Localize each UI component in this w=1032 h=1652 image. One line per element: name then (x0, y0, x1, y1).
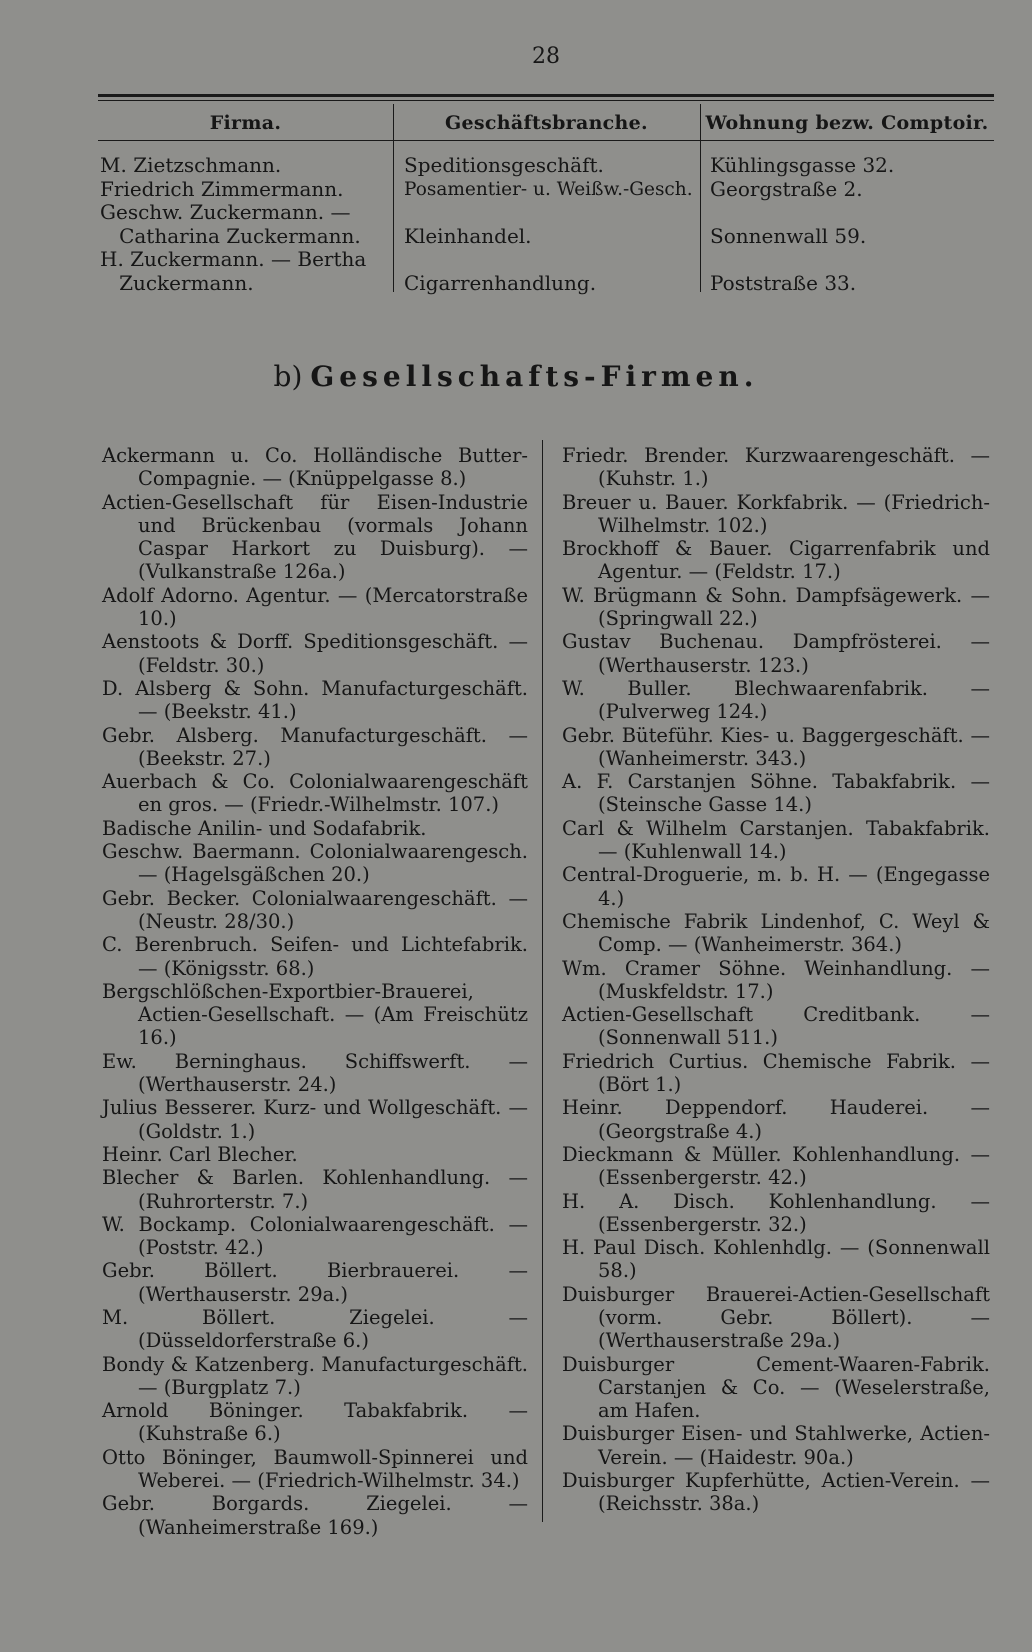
directory-entry: Gustav Buchenau. Dampfrösterei. — (Werthauserstr. 123.) (562, 630, 990, 677)
directory-entry: Chemische Fabrik Lindenhof, C. Weyl & Comp. — (Wanheimerstr. 364.) (562, 909, 990, 957)
directory-entry: Gebr. Büteführ. Kies- u. Baggergeschäft. — (Wanheimerstr. 343.) (562, 723, 990, 770)
directory-entry: W. Bockamp. Colonialwaarengeschäft. — (Poststr. 42.) (102, 1212, 528, 1260)
branche-line: Speditionsgeschäft. (404, 153, 604, 177)
directory-entry: H. Paul Disch. Kohlenhdlg. — (Sonnenwall 58.) (562, 1236, 990, 1283)
directory-entry: A. F. Carstanjen Söhne. Tabakfabrik. — (Steinsche Gasse 14.) (562, 770, 990, 817)
directory-entry: D. Alsberg & Sohn. Manufacturgeschäft. — (Beekstr. 41.) (102, 676, 528, 724)
branche-line: Posamentier- u. Weißw.-Gesch. (404, 178, 693, 200)
firma-line: M. Zietzschmann. (100, 153, 282, 177)
directory-entry: Bondy & Katzenberg. Manufacturgeschäft. — (Burgplatz 7.) (102, 1352, 528, 1399)
directory-entry: Brockhoff & Bauer. Cigarrenfabrik und Agentur. — (Feldstr. 17.) (562, 537, 990, 584)
directory-entry: Gebr. Becker. Colonialwaarengeschäft. — (Neustr. 28/30.) (102, 886, 528, 933)
wohnung-line: Kühlingsgasse 32. (710, 153, 895, 177)
directory-entry: W. Brügmann & Sohn. Dampfsägewerk. — (Springwall 22.) (562, 583, 990, 631)
directory-entry: Breuer u. Bauer. Korkfabrik. — (Friedrich-Wilhelmstr. 102.) (562, 490, 990, 537)
directory-entry: W. Buller. Blechwaarenfabrik. — (Pulverweg 124.) (562, 676, 990, 724)
directory-entry: Bergschlößchen-Exportbier-Brauerei, Actien-Gesellschaft. — (Am Freischütz 16.) (102, 979, 528, 1050)
firma-line: Catharina Zuckermann. (100, 223, 361, 248)
branche-line (404, 201, 696, 225)
firma-line: Friedrich Zimmermann. (100, 176, 344, 201)
branche-line: Cigarrenhandlung. (404, 270, 597, 295)
table-wohnung-column (710, 154, 990, 295)
left-column (102, 444, 528, 1539)
table-firma-column (100, 154, 390, 295)
table-top-rule (98, 94, 994, 97)
directory-entry: Gebr. Alsberg. Manufacturgeschäft. — (Beekstr. 27.) (102, 723, 528, 770)
directory-entry: C. Berenbruch. Seifen- und Lichtefabrik. — (Königsstr. 68.) (102, 933, 528, 980)
wohnung-line: Sonnenwall 59. (710, 223, 867, 248)
firma-line: H. Zuckermann. — Bertha (100, 247, 367, 271)
firma-line: Geschw. Zuckermann. — (100, 200, 351, 224)
directory-entry: Otto Böninger, Baumwoll-Spinnerei und Weberei. — (Friedrich-Wilhelmstr. 34.) (102, 1445, 528, 1493)
directory-entry: Julius Besserer. Kurz- und Wollgeschäft. — (Goldstr. 1.) (102, 1096, 528, 1143)
directory-entry: Carl & Wilhelm Carstanjen. Tabakfabrik. — (Kuhlenwall 14.) (562, 816, 990, 864)
right-column (562, 444, 990, 1516)
directory-entry: Auerbach & Co. Colonialwaarengeschäft en gros. — (Friedr.-Wilhelmstr. 107.) (102, 770, 528, 817)
directory-entry: Gebr. Böllert. Bierbrauerei. — (Werthauserstr. 29a.) (102, 1259, 528, 1306)
directory-entry: Blecher & Barlen. Kohlenhandlung. — (Ruhrorterstr. 7.) (102, 1166, 528, 1213)
directory-entry: Duisburger Eisen- und Stahlwerke, Actien-Verein. — (Haidestr. 90a.) (562, 1422, 990, 1469)
directory-entry: Heinr. Deppendorf. Hauderei. — (Georgstraße 4.) (562, 1096, 990, 1143)
directory-entry: Ackermann u. Co. Holländische Butter-Compagnie. — (Knüppelgasse 8.) (102, 444, 528, 491)
table-branche-column (404, 154, 696, 295)
directory-entry: Friedr. Brender. Kurzwaarengeschäft. — (Kuhstr. 1.) (562, 444, 990, 491)
branche-line: Kleinhandel. (404, 223, 532, 248)
directory-entry: Actien-Gesellschaft Creditbank. — (Sonnenwall 511.) (562, 1003, 990, 1050)
directory-entry: Friedrich Curtius. Chemische Fabrik. — (Bört 1.) (562, 1049, 990, 1097)
wohnung-line: Poststraße 33. (710, 270, 857, 295)
column-divider (542, 440, 543, 1522)
header-wohnung: Wohnung bezw. Comptoir. (705, 112, 989, 134)
firma-line: Zuckermann. (100, 270, 254, 295)
wohnung-line (710, 248, 990, 272)
directory-entry: H. A. Disch. Kohlenhandlung. — (Essenbergerstr. 32.) (562, 1189, 990, 1236)
directory-entry: Duisburger Cement-Waaren-Fabrik. Carstanjen & Co. — (Weselerstraße, am Hafen. (562, 1352, 990, 1423)
directory-entry: Actien-Gesellschaft für Eisen-Industrie und Brückenbau (vormals Johann Caspar Harkort zu Duisburg). — (Vulkanstraße 126a.) (102, 490, 528, 584)
header-branche: Geschäftsbranche. (445, 112, 648, 134)
table-top-rule-thin (98, 100, 994, 101)
section-title-text: Gesellschafts-Firmen. (310, 360, 759, 393)
directory-entry: Badische Anilin- und Sodafabrik. (102, 816, 427, 840)
directory-entry: Aenstoots & Dorff. Speditionsgeschäft. — (Feldstr. 30.) (102, 630, 528, 677)
directory-entry: Duisburger Brauerei-Actien-Gesellschaft (vorm. Gebr. Böllert). — (Werthauserstraße 29a.) (562, 1282, 990, 1353)
header-firma: Firma. (209, 112, 282, 134)
section-prefix: b) (273, 360, 303, 393)
directory-entry: Ew. Berninghaus. Schiffswerft. — (Werthauserstr. 24.) (102, 1049, 528, 1097)
directory-entry: Wm. Cramer Söhne. Weinhandlung. — (Muskfeldstr. 17.) (562, 956, 990, 1003)
directory-entry: Arnold Böninger. Tabakfabrik. — (Kuhstraße 6.) (102, 1399, 528, 1446)
directory-entry: Dieckmann & Müller. Kohlenhandlung. — (Essenbergerstr. 42.) (562, 1142, 990, 1190)
directory-entry: Adolf Adorno. Agentur. — (Mercatorstraße 10.) (102, 583, 528, 631)
directory-entry: Central-Droguerie, m. b. H. — (Engegasse 4.) (562, 863, 990, 910)
page-number: 28 (532, 44, 560, 69)
section-heading (0, 360, 1032, 393)
wohnung-line (710, 201, 990, 225)
directory-entry: Geschw. Baermann. Colonialwaarengesch. — (Hagelsgäßchen 20.) (102, 840, 528, 887)
directory-entry: M. Böllert. Ziegelei. — (Düsseldorferstraße 6.) (102, 1305, 528, 1353)
table-header-rule (98, 140, 994, 141)
wohnung-line: Georgstraße 2. (710, 176, 863, 201)
directory-entry: Duisburger Kupferhütte, Actien-Verein. — (Reichsstr. 38a.) (562, 1469, 990, 1516)
directory-entry: Gebr. Borgards. Ziegelei. — (Wanheimerstraße 169.) (102, 1492, 528, 1539)
branche-line (404, 248, 696, 272)
directory-entry: Heinr. Carl Blecher. (102, 1142, 298, 1166)
